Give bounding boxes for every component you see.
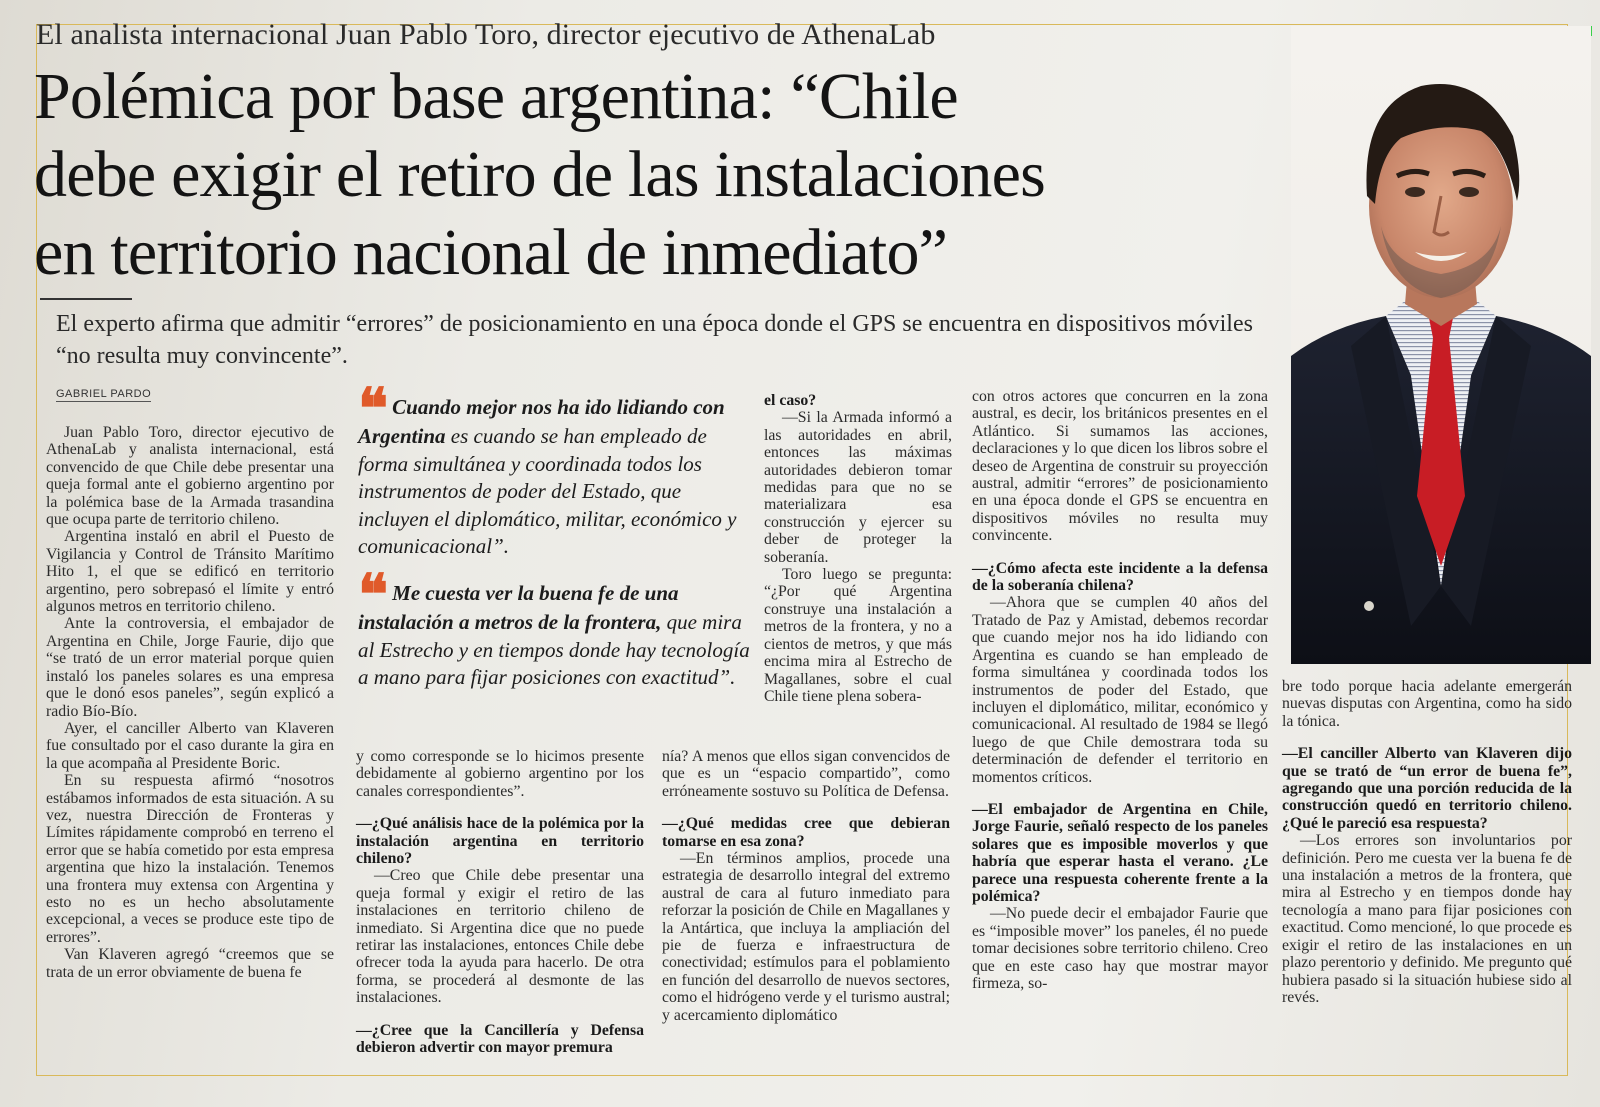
interview-answer: —Creo que Chile debe presentar una queja formal y exigir el retiro de las instalaciones en territorio chileno de inmediato. Si Argentina dice que no puede retirar las instalaciones, entonces Chile debe ofrecer toda la ayuda para hacerlo. De otra forma, se procederá al desmonte de las instalaciones.: [356, 867, 644, 1007]
pull-quote-bold: Cuando mejor nos ha ido lidiando con Argentina: [358, 395, 725, 448]
interview-answer: —Ahora que se cumplen 40 años del Tratado de Paz y Amistad, debemos recordar que cuando mejor nos ha ido lidiando con Argentina es cuando se han empleado de forma simultánea y coordinada todos los instrumentos de poder del Estado, que incluyen el diplomático, militar, económico y comunicacional. Al resultado de 1984 se llegó luego de que Chile demostrara toda su determinación de defender el territorio en momentos críticos.: [972, 594, 1268, 786]
paragraph: En su respuesta afirmó “nosotros estábamos informados de esta situación. A su vez, nuestra Dirección de Fronteras y Límites rápidamente comprobó en terreno el error que se había cometido por esta empresa argentina que hizo la instalación. Tenemos una frontera muy extensa con Argentina y esto no es un hecho absolutamente excepcional, a veces se produce este tipo de errores”.: [46, 772, 334, 946]
headline-line-1: Polémica por base argentina: “Chile: [34, 60, 958, 133]
interview-question: —¿Qué análisis hace de la polémica por la instalación argentina en territorio chileno?: [356, 815, 644, 868]
interview-answer: —En términos amplios, procede una estrategia de desarrollo integral del extremo austral de cara al futuro inmediato para reforzar la posición de Chile en Magallanes y la Antártica, que incluya la ampliación del pie de fuerza e infraestructura de conectividad; estímulos para el poblamiento en función del desarrollo de nuevos sectores, como el hidrógeno verde y el turismo austral; y acercamiento diplomático: [662, 850, 950, 1024]
paragraph: Juan Pablo Toro, director ejecutivo de AthenaLab y analista internacional, está convencido de que Chile debe presentar una queja formal ante el gobierno argentino por la polémica base de la Armada trasandina que ocupa parte de territorio chileno.: [46, 424, 334, 529]
paragraph: con otros actores que concurren en la zona austral, es decir, los británicos presentes en el Atlántico. Si sumamos las acciones, declaraciones y lo que dicen los libros sobre el deseo de Argentina de construir su proyección austral, admitir “errores” de posicionamiento en una época donde el GPS se encuentra en dispositivos móviles no resulta muy convincente.: [972, 388, 1268, 545]
article-kicker: El analista internacional Juan Pablo Toro, director ejecutivo de AthenaLab: [36, 18, 936, 51]
paragraph: Toro luego se pregunta: “¿Por qué Argentina construye una instalación a metros de la frontera, y no a cientos de metros, y que más encima mira al Estrecho de Magallanes, sobre el cual Chile tiene plena sobera-: [764, 566, 952, 705]
interview-answer: —Los errores son involuntarios por definición. Pero me cuesta ver la buena fe de una instalación a metros de la frontera, que mira al Estrecho y en tiempos donde hay tecnología a mano para fijar posiciones con exactitud. Como mencioné, lo que procede es exigir el retiro de las instalaciones en un plazo perentorio y definido. Me pregunto qué hubiera pasado si la situación hubiese sido al revés.: [1282, 832, 1572, 1006]
text-column-3: [662, 748, 950, 1024]
headline-line-3: en territorio nacional de inmediato”: [34, 216, 948, 289]
text-column-5: [1282, 678, 1572, 1006]
quote-mark-icon: ❝: [358, 562, 389, 628]
pull-quote-2: [358, 562, 750, 692]
article-headline: [34, 58, 1284, 292]
text-column-3-top: [764, 392, 952, 705]
paragraph: nía? A menos que ellos sigan convencidos de que es un “espacio compartido”, como erróneamente sostuvo su Política de Defensa.: [662, 748, 950, 800]
interview-answer: —No puede decir el embajador Faurie que es “imposible mover” los paneles, él no puede tomar decisiones sobre territorio chileno. Creo que en este caso hay que mostrar mayor firmeza, so-: [972, 905, 1268, 992]
section-rule: [40, 298, 132, 300]
quote-mark-icon: ❝: [358, 376, 389, 442]
portrait-photo-icon: [1291, 26, 1591, 664]
pull-quote-bold: Me cuesta ver la buena fe de una instalación a metros de la frontera,: [358, 581, 679, 634]
interview-question: el caso?: [764, 392, 817, 409]
interview-question: —El embajador de Argentina en Chile, Jorge Faurie, señaló respecto de los paneles solares que es imposible moverlos y que habría que esperar hasta el verano. ¿Le parece una respuesta coherente frente a la polémica?: [972, 800, 1268, 905]
interview-question: —¿Cómo afecta este incidente a la defensa de la soberanía chilena?: [972, 559, 1268, 595]
interview-question: —El canciller Alberto van Klaveren dijo que se trató de “un error de buena fe”, agregando que una porción reducida de la construcción quedó en territorio chileno. ¿Qué le pareció esa respuesta?: [1282, 745, 1572, 832]
pull-quote-text: es cuando se han empleado de forma simultánea y coordinada todos los instrumentos de poder del Estado, que incluyen el diplomático, militar, económico y comunicacional”.: [358, 424, 737, 558]
paragraph: Ayer, el canciller Alberto van Klaveren fue consultado por el caso durante la gira en la que acompaña al Presidente Boric.: [46, 719, 334, 772]
paragraph: bre todo porque hacia adelante emergerán nuevas disputas con Argentina, como ha sido la tónica.: [1282, 678, 1572, 730]
interview-question: —¿Cree que la Cancillería y Defensa debieron advertir con mayor premura: [356, 1021, 644, 1057]
interview-question: —¿Qué medidas cree que debieran tomarse en esa zona?: [662, 815, 950, 850]
text-column-4: [972, 388, 1268, 992]
headline-line-2: debe exigir el retiro de las instalaciones: [34, 138, 1045, 211]
pull-quote-text: que mira al Estrecho y en tiempos donde hay tecnología a mano para fijar posiciones con exactitud”.: [358, 610, 750, 689]
paragraph: y como corresponde se lo hicimos presente debidamente al gobierno argentino por los canales correspondientes”.: [356, 748, 644, 800]
text-column-1: [46, 424, 334, 981]
paragraph: Ante la controversia, el embajador de Argentina en Chile, Jorge Faurie, dijo que “se trató de un error material porque quien instaló los paneles solares es una empresa que le donó esos paneles”, según explicó a radio Bío-Bío.: [46, 615, 334, 720]
article-subhead: El experto afirma que admitir “errores” de posicionamiento en una época donde el GPS se encuentra en dispositivos móviles “no resulta muy convincente”.: [56, 311, 1253, 369]
paragraph: Argentina instaló en abril el Puesto de Vigilancia y Control de Tránsito Marítimo Hito 1, el que se edificó en territorio argentino, pero sobrepasó el límite y entró algunos metros en territorio chileno.: [46, 528, 334, 616]
paragraph: Van Klaveren agregó “creemos que se trata de un error obviamente de buena fe: [46, 946, 334, 981]
text-column-2: [356, 748, 644, 1057]
byline: GABRIEL PARDO: [56, 388, 152, 400]
interview-answer: —Si la Armada informó a las autoridades en abril, entonces las máximas autoridades debieron tomar medidas para que no se materializara esa construcción y ejercer su deber de proteger la soberanía.: [764, 409, 952, 566]
portrait-photo: [1291, 26, 1591, 664]
pull-quote-1: [358, 376, 750, 561]
